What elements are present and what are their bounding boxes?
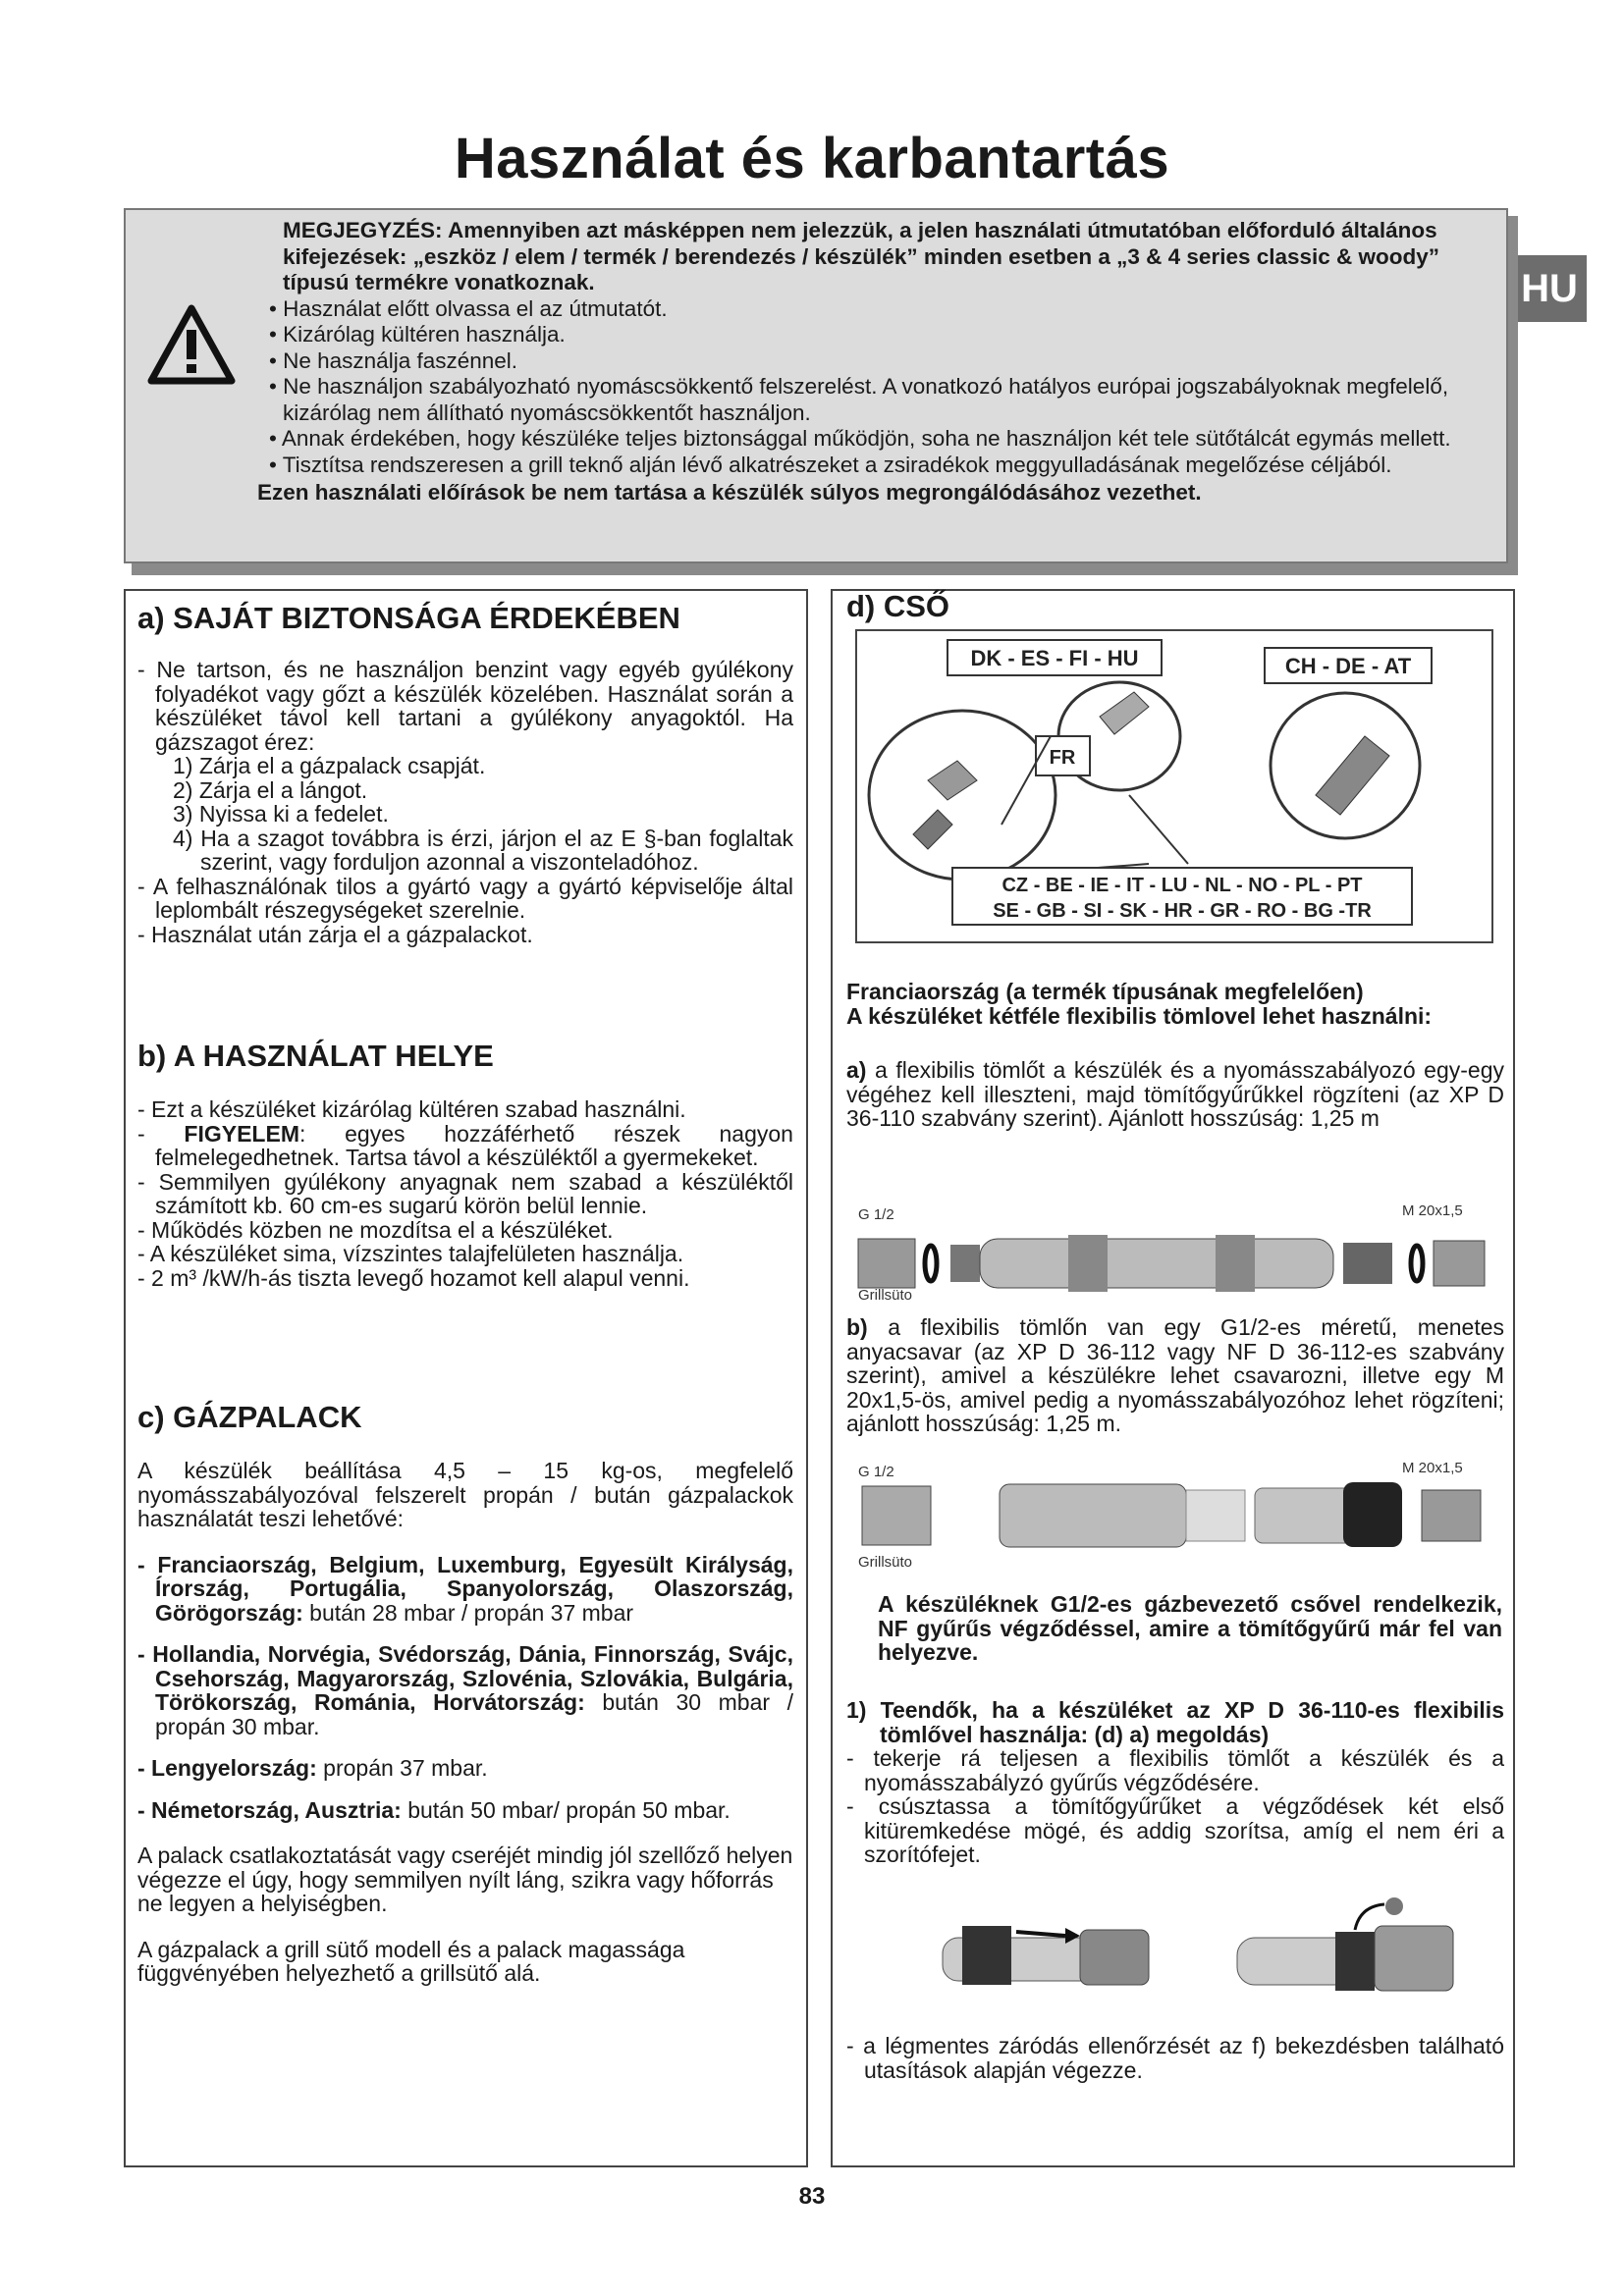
- section-a-intro: - Ne tartson, és ne használjon benzint vagy egyéb gyúlékony folyadékot vagy gőzt a készülék közelében. Használat során a készüléket távol kell tartani a gyúlékony anyagoktól. Ha gázszagot érez:: [137, 657, 793, 755]
- fig-label-fr: FR: [1049, 747, 1076, 769]
- connector-note: A készüléknek G1/2-es gázbevezető csővel rendelkezik, NF gyűrűs végződéssel, amire a tömítőgyűrű már fel van helyezve.: [878, 1591, 1502, 1665]
- warning-bullet: • Ne használja faszénnel.: [269, 347, 518, 373]
- figyelem-label: FIGYELEM: [184, 1120, 299, 1147]
- warning-bullet: • Használat előtt olvassa el az útmutatót.: [269, 295, 668, 321]
- country-pressure: [137, 1553, 793, 1626]
- section-b-heading: b) A HASZNÁLAT HELYE: [137, 1039, 494, 1073]
- section-c-intro: A készülék beállítása 4,5 – 15 kg-os, megfelelő nyomásszabályozóval felszerelt propán / bután gázpalackok használatát teszi lehetővé:: [137, 1458, 793, 1531]
- france-title: Franciaország (a termék típusának megfelelően): [846, 979, 1364, 1004]
- section-a-body: [137, 658, 793, 946]
- section-a-item: - A felhasználónak tilos a gyártó vagy a gyártó képviselője által leplombált részegységeket szerelnie.: [137, 873, 793, 923]
- fig-a-m-label: M 20x1,5: [1402, 1202, 1463, 1219]
- fig-label-cz: CZ - BE - IE - IT - LU - NL - NO - PL - PT: [1001, 875, 1363, 896]
- section-a-heading: a) SAJÁT BIZTONSÁGA ÉRDEKÉBEN: [137, 601, 680, 635]
- country-list: - Hollandia, Norvégia, Svédország, Dánia, Finnország, Svájc, Csehország, Magyarország, Szlovénia, Szlovákia, Bulgária, Törökország, Románia, Horvátország:: [137, 1641, 793, 1715]
- page-number: 83: [798, 2183, 826, 2210]
- france-subtitle: A készüléket kétféle flexibilis tömlovel lehet használni:: [846, 1002, 1433, 1029]
- country-pressure: [137, 1642, 793, 1738]
- section-b-item: - A készüléket sima, vízszintes talajfelületen használja.: [137, 1241, 684, 1266]
- warning-bullet: • Ne használjon szabályozható nyomáscsökkentő felszerelést. A vonatkozó hatályos európai jogszabályoknak megfelelő, kizárólag nem állítható nyomáscsökkentőt használjon.: [269, 374, 1449, 425]
- country-list: - Franciaország, Belgium, Luxemburg, Egyesült Királyság, Írország, Portugália, Spanyolország, Olaszország, Görögország:: [137, 1551, 793, 1626]
- fig-label-se: SE - GB - SI - SK - HR - GR - RO - BG -TR: [993, 900, 1372, 922]
- warning-note: MEGJEGYZÉS: Amennyiben azt másképpen nem jelezzük, a jelen használati útmutatóban előforduló általános kifejezések: „eszköz / elem / termék / berendezés / készülék” minden esetben a „3 & 4 series classic & woody” típusú termékre vonatkoznak.: [283, 218, 1440, 294]
- hose-option-a-figure: [852, 1196, 1490, 1302]
- section-c-para: A gázpalack a grill sütő modell és a palack magassága függvényében helyezhető a grillsütő alá.: [137, 1936, 685, 1986]
- fig-label-dk: DK - ES - FI - HU: [970, 646, 1139, 670]
- country-list: - Lengyelország:: [137, 1755, 317, 1781]
- option-a-label: a): [846, 1057, 867, 1083]
- section-a-step: 1) Zárja el a gázpalack csapját.: [173, 753, 486, 778]
- section-b-body: [137, 1097, 793, 1290]
- france-heading: [846, 980, 1504, 1028]
- warning-bullet: • Annak érdekében, hogy készüléke teljes biztonsággal működjön, soha ne használjon két tele sütőtálcát egymás mellett.: [269, 426, 1451, 451]
- fig-label-ch: CH - DE - AT: [1284, 654, 1412, 678]
- fig-b-grill-label: Grillsüto: [858, 1554, 913, 1569]
- clamp-figure: [923, 1896, 1473, 2004]
- option-a-text: a flexibilis tömlőt a készülék és a nyomásszabályozó egy-egy végéhez kell illeszteni, majd tömítőgyűrűkkel rögzíteni (az XP D 36-110 szabvány szerint). Ajánlott hosszúság: 1,25 m: [846, 1057, 1504, 1131]
- pressure-value: bután 50 mbar/ propán 50 mbar.: [401, 1796, 731, 1823]
- warning-final: Ezen használati előírások be nem tartása a készülék súlyos megrongálódásához vezethet.: [257, 480, 1202, 505]
- option-b-text: a flexibilis tömlőn van egy G1/2-es méretű, menetes anyacsavar (az XP D 36-112 vagy NF D 36-112-es szabvány szerint), amivel a készülékre lehet csavarozni, illetve egy M 20x1,5-ös, amivel pedig a nyomásszabályozóhoz lehet rögzíteni; ajánlott hosszúság: 1,25 m.: [846, 1314, 1504, 1436]
- section-b-item-warning: - FIGYELEM: egyes hozzáférhető részek nagyon felmelegedhetnek. Tartsa távol a készüléktől a gyermekeket.: [137, 1120, 793, 1170]
- fig-a-grill-label: Grillsüto: [858, 1287, 913, 1302]
- section-c-heading: c) GÁZPALACK: [137, 1400, 362, 1434]
- section-a-step: 4) Ha a szagot továbbra is érzi, járjon el az E §-ban foglaltak szerint, vagy forduljon azonnal a viszonteladóhoz.: [173, 825, 793, 875]
- option-b-label: b): [846, 1314, 868, 1340]
- language-badge: HU: [1512, 255, 1587, 322]
- option-a: [846, 1058, 1504, 1131]
- section-c-para: A palack csatlakoztatását vagy cseréjét mindig jól szellőző helyen végezze el úgy, hogy semmilyen nyílt láng, szikra vagy hőforrás ne legyen a helyiségben.: [137, 1842, 793, 1916]
- section-b-item: - 2 m³ /kW/h-ás tiszta levegő hozamot kell alapul venni.: [137, 1264, 690, 1291]
- step-1: [846, 1698, 1504, 1867]
- step-1-title: 1) Teendők, ha a készüléket az XP D 36-110-es flexibilis tömlővel használja: (d) a) megoldás): [846, 1697, 1504, 1747]
- warning-bullet: • Tisztítsa rendszeresen a grill teknő alján lévő alkatrészeket a zsiradékok meggyulladásának megelőzése céljából.: [269, 452, 1392, 477]
- warning-bullet: • Kizárólag kültéren használja.: [269, 322, 566, 347]
- step-1-item: - tekerje rá teljesen a flexibilis tömlőt a készülék és a nyomásszabályzó gyűrűs végződésére.: [846, 1745, 1504, 1795]
- fig-b-m-label: M 20x1,5: [1402, 1460, 1463, 1476]
- section-d-heading: d) CSŐ: [846, 589, 950, 623]
- warning-triangle-icon: [147, 304, 236, 385]
- section-b-item: - Semmilyen gyúlékony anyagnak nem szabad a készüléktől számított kb. 60 cm-es sugarú körön belül lennie.: [137, 1168, 793, 1218]
- section-b-item: - Ezt a készüléket kizárólag kültéren szabad használni.: [137, 1096, 686, 1122]
- pressure-value: bután 30 mbar / propán 30 mbar.: [155, 1689, 794, 1739]
- final-instruction: [846, 2034, 1504, 2082]
- country-pressure: [137, 1756, 793, 1781]
- pressure-value: propán 37 mbar.: [316, 1755, 488, 1781]
- final-instruction-text: - a légmentes záródás ellenőrzését az f) bekezdésben található utasítások alapján végezze.: [846, 2033, 1504, 2083]
- hose-option-b-figure: [852, 1459, 1490, 1569]
- fig-a-g-label: G 1/2: [858, 1206, 894, 1223]
- section-a-step: 2) Zárja el a lángot.: [173, 776, 368, 803]
- section-b-item: - Működés közben ne mozdítsa el a készüléket.: [137, 1216, 614, 1243]
- pressure-value: bután 28 mbar / propán 37 mbar: [302, 1599, 634, 1626]
- step-1-item: - csúsztassa a tömítőgyűrűket a végződések két első kitüremkedése mögé, és addig szorítsa, amíg el nem éri a szorítófejet.: [846, 1793, 1504, 1867]
- country-pressure: [137, 1798, 793, 1823]
- section-c-body: [137, 1459, 793, 1986]
- warning-text: [257, 218, 1496, 507]
- page-title: Használat és karbantartás: [454, 127, 1170, 190]
- figyelem-text: : egyes hozzáférhető részek nagyon felmelegedhetnek. Tartsa távol a készüléktől a gyermekeket.: [155, 1120, 793, 1170]
- option-b: [846, 1315, 1504, 1436]
- section-a-step: 3) Nyissa ki a fedelet.: [173, 801, 389, 827]
- section-a-item: - Használat után zárja el a gázpalackot.: [137, 921, 533, 947]
- hose-connector-figure: [854, 628, 1494, 944]
- country-list: - Németország, Ausztria:: [137, 1796, 402, 1823]
- fig-b-g-label: G 1/2: [858, 1464, 894, 1480]
